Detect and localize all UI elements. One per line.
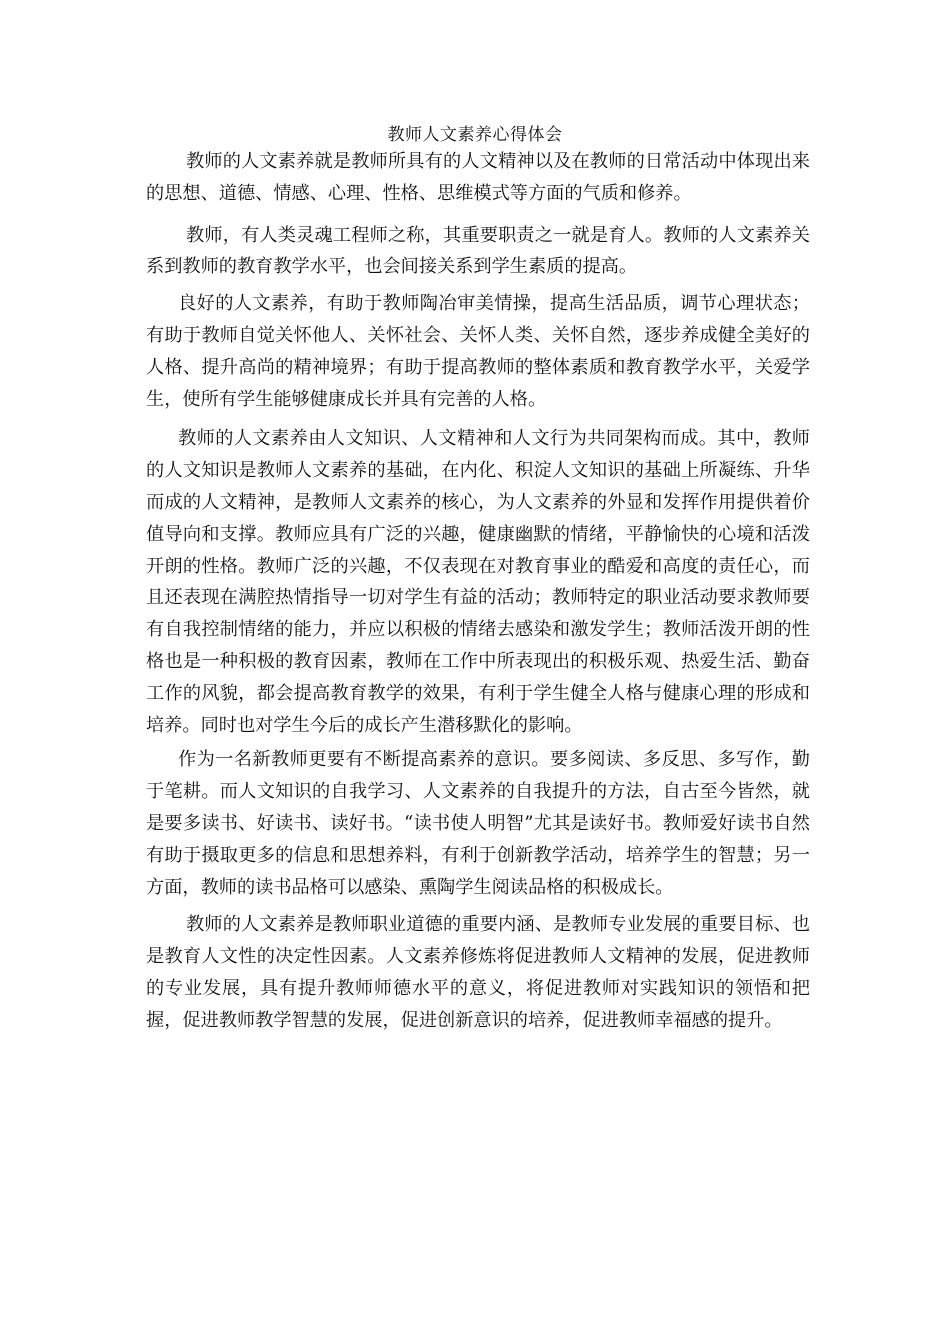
- paragraph-1: 教师的人文素养就是教师所具有的人文精神以及在教师的日常活动中体现出来的思想、道德、情感、心理、性格、思维模式等方面的气质和修养。: [146, 151, 810, 204]
- paragraph-3: 良好的人文素养，有助于教师陶冶审美情操，提高生活品质，调节心理状态；有助于教师自觉关怀他人、关怀社会、关怀人类、关怀自然，逐步养成健全美好的人格、提升高尚的精神境界；有助于提高教师的整体素质和教育教学水平，关爱学生，使所有学生能够健康成长并具有完善的人格。: [146, 293, 810, 410]
- paragraph-4: 教师的人文素养由人文知识、人文精神和人文行为共同架构而成。其中，教师的人文知识是教师人文素养的基础，在内化、积淀人文知识的基础上所凝练、升华而成的人文精神，是教师人文素养的核心，为人文素养的外显和发挥作用提供着价值导向和支撑。教师应具有广泛的兴趣，健康幽默的情绪，平静愉快的心境和活泼开朗的性格。教师广泛的兴趣，不仅表现在对教育事业的酷爱和高度的责任心，而且还表现在满腔热情指导一切对学生有益的活动；教师特定的职业活动要求教师要有自我控制情绪的能力，并应以积极的情绪去感染和激发学生；教师活泼开朗的性格也是一种积极的教育因素，教师在工作中所表现出的积极乐观、热爱生活、勤奋工作的风貌，都会提高教育教学的效果，有利于学生健全人格与健康心理的形成和培养。同时也对学生今后的成长产生潜移默化的影响。: [146, 428, 810, 736]
- document-body: [146, 146, 810, 1037]
- paragraph-5: 作为一名新教师更要有不断提高素养的意识。要多阅读、多反思、多写作，勤于笔耕。而人文知识的自我学习、人文素养的自我提升的方法，自古至今皆然，就是要多读书、好读书、读好书。“读书使人明智”尤其是读好书。教师爱好读书自然有助于摄取更多的信息和思想养料，有利于创新教学活动，培养学生的智慧；另一方面，教师的读书品格可以感染、熏陶学生阅读品格的积极成长。: [146, 749, 810, 898]
- document-title: 教师人文素养心得体会: [387, 125, 563, 145]
- paragraph-2: 教师，有人类灵魂工程师之称，其重要职责之一就是育人。教师的人文素养关系到教师的教育教学水平，也会间接关系到学生素质的提高。: [146, 224, 810, 278]
- paragraph-6: 教师的人文素养是教师职业道德的重要内涵、是教师专业发展的重要目标、也是教育人文性的决定性因素。人文素养修炼将促进教师人文精神的发展，促进教师的专业发展，具有提升教师师德水平的意义，将促进教师对实践知识的领悟和把握，促进教师教学智慧的发展，促进创新意识的培养，促进教师幸福感的提升。: [146, 914, 810, 1031]
